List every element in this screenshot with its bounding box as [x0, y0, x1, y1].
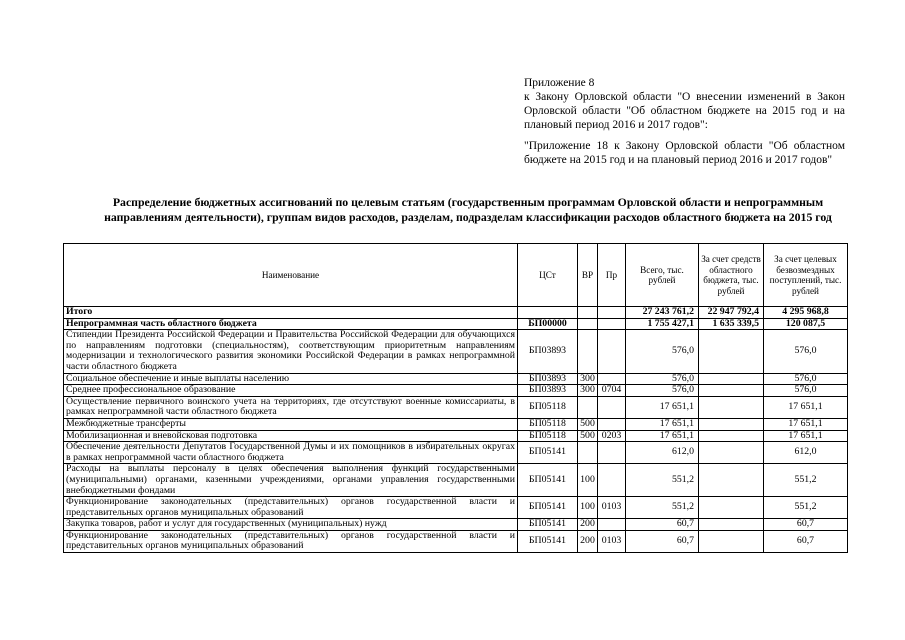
table-row: [64, 497, 848, 519]
row-name: Закупка товаров, работ и услуг для государственных (муниципальных) нужд: [64, 519, 518, 531]
row-vr: 500: [578, 430, 598, 442]
row-grants: 576,0: [764, 385, 848, 397]
row-regional: 22 947 792,4: [699, 307, 764, 319]
table-row: [64, 385, 848, 397]
row-vr: 200: [578, 519, 598, 531]
col-header-grants: За счет целевых безвозмездных поступлений, тыс. рублей: [764, 244, 848, 307]
row-grants: 4 295 968,8: [764, 307, 848, 319]
row-name: Обеспечение деятельности Депутатов Государственной Думы и их помощников в избирательных округах в рамках непрограммной части областного бюджета: [64, 442, 518, 464]
row-cst: БП05141: [518, 497, 578, 519]
row-cst: БП05141: [518, 530, 578, 552]
document-title: Распределение бюджетных ассигнований по целевым статьям (государственным программам Орловской области и непрограммным направлениям деятельности), группам видов расходов, разделам, подразделам классификации расходов областного бюджета на 2015 год: [104, 195, 832, 224]
row-vr: 300: [578, 373, 598, 385]
row-pr: [598, 418, 626, 430]
col-header-name: Наименование: [64, 244, 518, 307]
row-vr: 100: [578, 497, 598, 519]
row-regional: [699, 519, 764, 531]
row-cst: БП05118: [518, 396, 578, 418]
col-header-vr: ВР: [578, 244, 598, 307]
row-pr: 0103: [598, 530, 626, 552]
col-header-regional: За счет средств областного бюджета, тыс. рублей: [699, 244, 764, 307]
table-row: [64, 318, 848, 330]
row-grants: 551,2: [764, 497, 848, 519]
table-row: [64, 442, 848, 464]
row-cst: БП00000: [518, 318, 578, 330]
row-pr: [598, 330, 626, 373]
row-pr: [598, 519, 626, 531]
col-header-cst: ЦСт: [518, 244, 578, 307]
row-cst: БП03893: [518, 385, 578, 397]
row-regional: [699, 385, 764, 397]
table-row: [64, 373, 848, 385]
table-row: [64, 464, 848, 497]
row-name: Социальное обеспечение и иные выплаты населению: [64, 373, 518, 385]
row-grants: 551,2: [764, 464, 848, 497]
row-pr: 0103: [598, 497, 626, 519]
row-regional: 1 635 339,5: [699, 318, 764, 330]
table-row: [64, 519, 848, 531]
row-total: 612,0: [626, 442, 699, 464]
row-total: 551,2: [626, 497, 699, 519]
row-total: 551,2: [626, 464, 699, 497]
table-body: [64, 307, 848, 553]
row-grants: 60,7: [764, 530, 848, 552]
table-header-row: [64, 244, 848, 307]
row-cst: БП03893: [518, 373, 578, 385]
row-cst: БП05118: [518, 418, 578, 430]
row-total: 17 651,1: [626, 418, 699, 430]
row-name: Непрограммная часть областного бюджета: [64, 318, 518, 330]
row-name: Среднее профессиональное образование: [64, 385, 518, 397]
row-name: Функционирование законодательных (представительных) органов государственной власти и представительных органов муниципальных образований: [64, 530, 518, 552]
row-total: 17 651,1: [626, 396, 699, 418]
row-name: Межбюджетные трансферты: [64, 418, 518, 430]
row-name: Стипендии Президента Российской Федерации и Правительства Российской Федерации для обучающихся по направлениям подготовки (специальностям), соответствующим приоритетным направлениям модернизации и технологического развития экономики Российской Федерации в рамках непрограммной части областного бюджета: [64, 330, 518, 373]
row-vr: 100: [578, 464, 598, 497]
row-regional: [699, 330, 764, 373]
row-pr: 0203: [598, 430, 626, 442]
table-row: [64, 418, 848, 430]
row-cst: БП03893: [518, 330, 578, 373]
table-row: [64, 530, 848, 552]
row-total: 576,0: [626, 385, 699, 397]
row-regional: [699, 373, 764, 385]
row-regional: [699, 464, 764, 497]
row-vr: [578, 442, 598, 464]
row-pr: [598, 318, 626, 330]
row-name: Функционирование законодательных (представительных) органов государственной власти и представительных органов муниципальных образований: [64, 497, 518, 519]
row-vr: 300: [578, 385, 598, 397]
col-header-pr: Пр: [598, 244, 626, 307]
row-pr: [598, 373, 626, 385]
row-regional: [699, 442, 764, 464]
row-vr: 200: [578, 530, 598, 552]
row-cst: БП05141: [518, 464, 578, 497]
row-grants: 120 087,5: [764, 318, 848, 330]
row-total: 576,0: [626, 373, 699, 385]
row-regional: [699, 418, 764, 430]
row-vr: [578, 307, 598, 319]
row-regional: [699, 530, 764, 552]
row-vr: [578, 396, 598, 418]
row-pr: [598, 307, 626, 319]
row-name: Осуществление первичного воинского учета на территориях, где отсутствуют военные комиссариаты, в рамках непрограммной части областного бюджета: [64, 396, 518, 418]
row-name: Расходы на выплаты персоналу в целях обеспечения выполнения функций государственными (муниципальными) органами, казенными учреждениями, органами управления государственными внебюджетными фондами: [64, 464, 518, 497]
row-grants: 612,0: [764, 442, 848, 464]
row-name: Мобилизационная и вневойсковая подготовка: [64, 430, 518, 442]
budget-table: [63, 243, 848, 553]
row-vr: 500: [578, 418, 598, 430]
row-grants: 17 651,1: [764, 418, 848, 430]
row-total: 1 755 427,1: [626, 318, 699, 330]
row-total: 576,0: [626, 330, 699, 373]
row-total: 27 243 761,2: [626, 307, 699, 319]
row-cst: БП05141: [518, 519, 578, 531]
row-name: Итого: [64, 307, 518, 319]
row-grants: 17 651,1: [764, 396, 848, 418]
row-cst: БП05141: [518, 442, 578, 464]
row-regional: [699, 396, 764, 418]
row-regional: [699, 497, 764, 519]
appendix-quote: "Приложение 18 к Закону Орловской области "Об областном бюджете на 2015 год и на плановый период 2016 и 2017 годов": [524, 140, 845, 166]
appendix-text: к Закону Орловской области "О внесении изменений в Закон Орловской области "Об областном бюджете на 2015 год и на плановый период 2016 и 2017 годов":: [524, 91, 845, 131]
row-pr: 0704: [598, 385, 626, 397]
row-pr: [598, 442, 626, 464]
row-grants: 60,7: [764, 519, 848, 531]
table-row: [64, 430, 848, 442]
row-total: 60,7: [626, 530, 699, 552]
row-grants: 17 651,1: [764, 430, 848, 442]
row-vr: [578, 330, 598, 373]
col-header-total: Всего, тыс. рублей: [626, 244, 699, 307]
row-regional: [699, 430, 764, 442]
table-row: [64, 307, 848, 319]
table-row: [64, 396, 848, 418]
table-row: [64, 330, 848, 373]
row-grants: 576,0: [764, 373, 848, 385]
appendix-title: Приложение 8: [524, 77, 595, 89]
row-total: 60,7: [626, 519, 699, 531]
row-total: 17 651,1: [626, 430, 699, 442]
appendix-header: [524, 76, 845, 167]
row-pr: [598, 396, 626, 418]
row-cst: [518, 307, 578, 319]
row-cst: БП05118: [518, 430, 578, 442]
row-vr: [578, 318, 598, 330]
row-pr: [598, 464, 626, 497]
row-grants: 576,0: [764, 330, 848, 373]
